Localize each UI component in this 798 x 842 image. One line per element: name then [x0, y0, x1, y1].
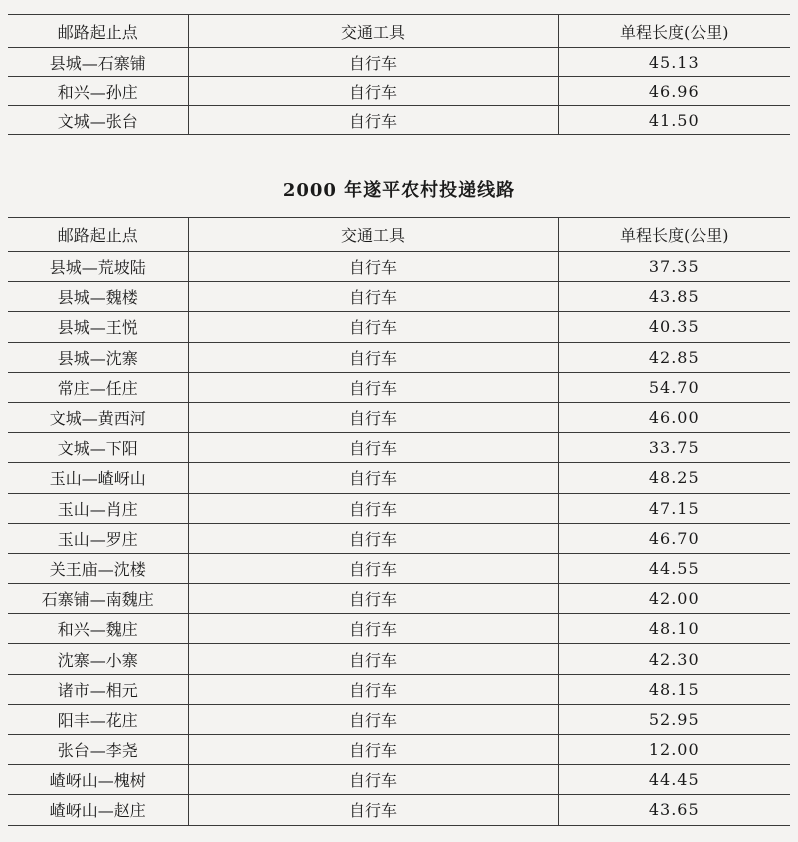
vehicle-cell: 自行车 [188, 523, 558, 553]
route-cell: 常庄—任庄 [8, 372, 188, 402]
table-row [8, 584, 790, 614]
route-cell: 嵖岈山—赵庄 [8, 795, 188, 825]
length-cell: 48.15 [558, 674, 790, 704]
vehicle-cell: 自行车 [188, 252, 558, 282]
route-cell: 诸市—相元 [8, 674, 188, 704]
vehicle-cell: 自行车 [188, 735, 558, 765]
table-row [8, 372, 790, 402]
table-row [8, 614, 790, 644]
route-cell: 和兴—魏庄 [8, 614, 188, 644]
vehicle-cell: 自行车 [188, 765, 558, 795]
table-row [8, 252, 790, 282]
route-cell: 和兴—孙庄 [8, 77, 188, 106]
route-cell: 文城—黄西河 [8, 402, 188, 432]
vehicle-cell: 自行车 [188, 553, 558, 583]
vehicle-cell: 自行车 [188, 106, 558, 135]
length-cell: 37.35 [558, 252, 790, 282]
length-cell: 48.10 [558, 614, 790, 644]
table-row [8, 795, 790, 825]
vehicle-cell: 自行车 [188, 372, 558, 402]
length-cell: 45.13 [558, 48, 790, 77]
length-cell: 48.25 [558, 463, 790, 493]
table-row [8, 106, 790, 135]
route-cell: 县城—荒坡陆 [8, 252, 188, 282]
length-cell: 42.85 [558, 342, 790, 372]
table-row [8, 433, 790, 463]
route-cell: 石寨铺—南魏庄 [8, 584, 188, 614]
route-table-2000 [8, 217, 790, 826]
table-row [8, 77, 790, 106]
route-cell: 县城—魏楼 [8, 282, 188, 312]
table-title: 2000 年遂平农村投递线路 [282, 180, 516, 201]
vehicle-cell: 自行车 [188, 282, 558, 312]
length-cell: 12.00 [558, 735, 790, 765]
table-row [8, 312, 790, 342]
vehicle-cell: 自行车 [188, 463, 558, 493]
route-cell: 县城—石寨铺 [8, 48, 188, 77]
route-cell: 沈寨—小寨 [8, 644, 188, 674]
route-cell: 玉山—嵖岈山 [8, 463, 188, 493]
length-cell: 54.70 [558, 372, 790, 402]
column-header-route: 邮路起止点 [8, 15, 188, 48]
table-row [8, 765, 790, 795]
table-row [8, 282, 790, 312]
table-row [8, 342, 790, 372]
column-header-vehicle: 交通工具 [188, 218, 558, 252]
length-cell: 42.00 [558, 584, 790, 614]
table-row [8, 735, 790, 765]
length-cell: 41.50 [558, 106, 790, 135]
vehicle-cell: 自行车 [188, 48, 558, 77]
table-row [8, 523, 790, 553]
table-row [8, 704, 790, 734]
route-cell: 玉山—肖庄 [8, 493, 188, 523]
length-cell: 46.96 [558, 77, 790, 106]
table-row [8, 553, 790, 583]
route-table-continued [8, 14, 790, 135]
column-header-vehicle: 交通工具 [188, 15, 558, 48]
vehicle-cell: 自行车 [188, 795, 558, 825]
route-cell: 县城—王悦 [8, 312, 188, 342]
table-row [8, 644, 790, 674]
length-cell: 33.75 [558, 433, 790, 463]
table-row [8, 463, 790, 493]
vehicle-cell: 自行车 [188, 493, 558, 523]
vehicle-cell: 自行车 [188, 704, 558, 734]
vehicle-cell: 自行车 [188, 674, 558, 704]
length-cell: 44.55 [558, 553, 790, 583]
vehicle-cell: 自行车 [188, 342, 558, 372]
length-cell: 43.65 [558, 795, 790, 825]
route-cell: 文城—张台 [8, 106, 188, 135]
route-cell: 县城—沈寨 [8, 342, 188, 372]
vehicle-cell: 自行车 [188, 584, 558, 614]
column-header-length: 单程长度(公里) [558, 218, 790, 252]
length-cell: 43.85 [558, 282, 790, 312]
column-header-route: 邮路起止点 [8, 218, 188, 252]
column-header-length: 单程长度(公里) [558, 15, 790, 48]
vehicle-cell: 自行车 [188, 644, 558, 674]
vehicle-cell: 自行车 [188, 77, 558, 106]
table-header-row [8, 15, 790, 48]
length-cell: 40.35 [558, 312, 790, 342]
vehicle-cell: 自行车 [188, 433, 558, 463]
length-cell: 44.45 [558, 765, 790, 795]
table-row [8, 402, 790, 432]
length-cell: 46.70 [558, 523, 790, 553]
length-cell: 52.95 [558, 704, 790, 734]
table-row [8, 674, 790, 704]
route-cell: 玉山—罗庄 [8, 523, 188, 553]
length-cell: 47.15 [558, 493, 790, 523]
length-cell: 46.00 [558, 402, 790, 432]
table-header-row [8, 218, 790, 252]
table-row [8, 48, 790, 77]
length-cell: 42.30 [558, 644, 790, 674]
route-cell: 嵖岈山—槐树 [8, 765, 188, 795]
route-cell: 关王庙—沈楼 [8, 553, 188, 583]
table-row [8, 493, 790, 523]
vehicle-cell: 自行车 [188, 614, 558, 644]
vehicle-cell: 自行车 [188, 402, 558, 432]
route-cell: 张台—李尧 [8, 735, 188, 765]
route-cell: 阳丰—花庄 [8, 704, 188, 734]
vehicle-cell: 自行车 [188, 312, 558, 342]
route-cell: 文城—下阳 [8, 433, 188, 463]
